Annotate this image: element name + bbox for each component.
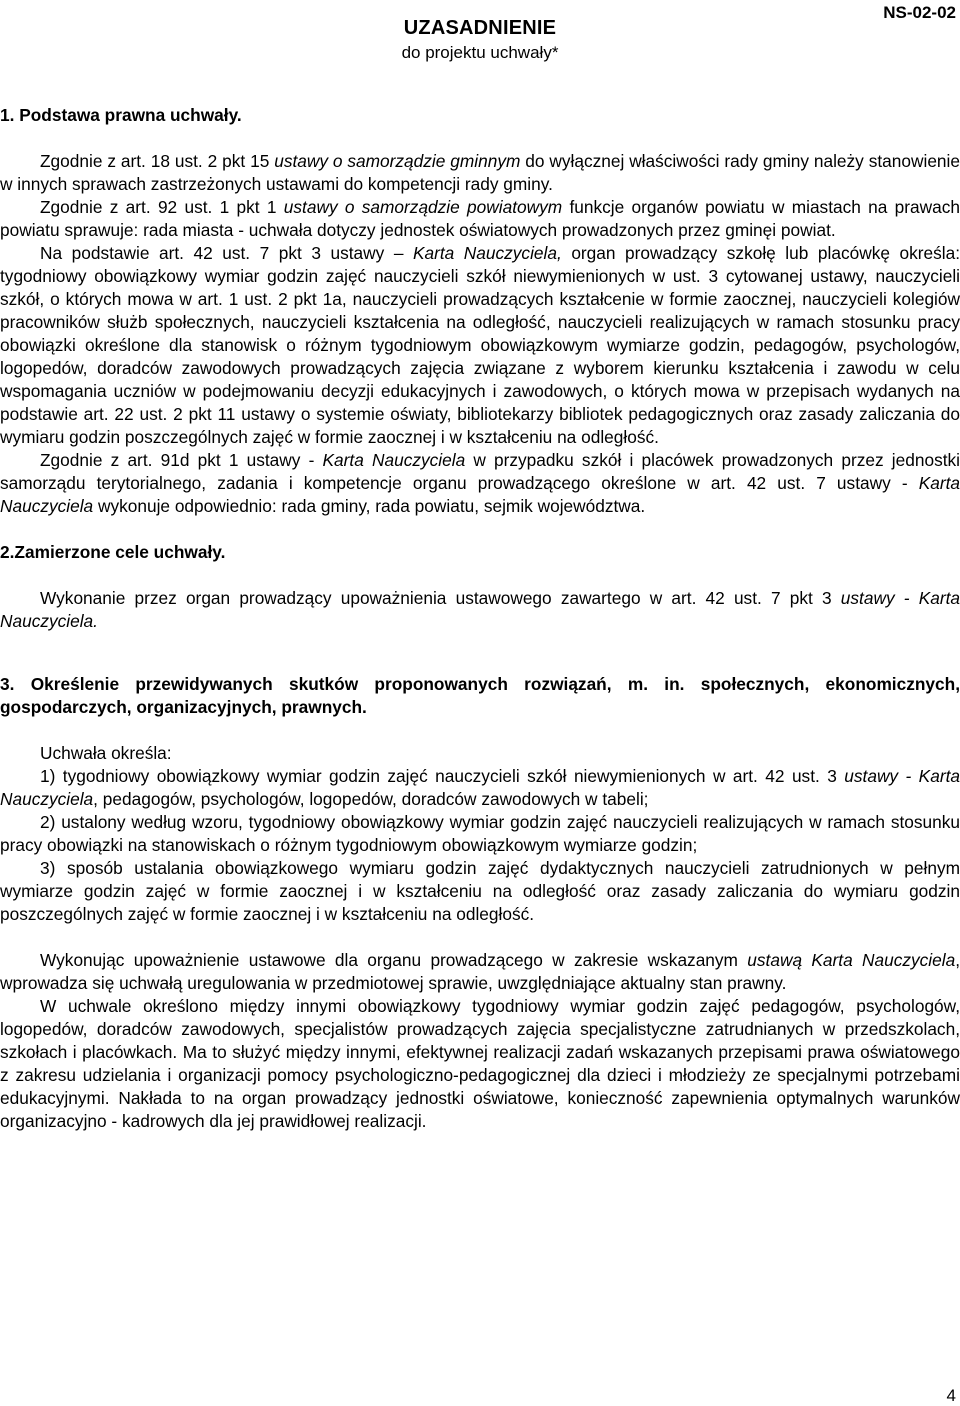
- section-1-heading: 1. Podstawa prawna uchwały.: [0, 105, 242, 125]
- page-number: 4: [946, 1386, 956, 1405]
- section-3-paragraph-5: [0, 949, 960, 995]
- act-name: ustawą Karta Nauczyciela: [747, 950, 956, 970]
- section-3-item-2: 2) ustalony według wzoru, tygodniowy obowiązkowy wymiar godzin zajęć nauczycieli realizujących w ramach stosunku pracy obowiązki na stanowiskach o różnym tygodniowym obowiązkowym wymiarze godzin;: [0, 812, 960, 855]
- act-name: ustawy o samorządzie gminnym: [274, 151, 521, 171]
- act-name: ustawy - Karta Nauczyciela: [0, 766, 960, 809]
- paragraph-text: Wykonując upoważnienie ustawowe dla organu prowadzącego w zakresie wskazanym: [40, 950, 748, 970]
- paragraph-text: Zgodnie z art. 18 ust. 2 pkt 15: [40, 151, 275, 171]
- paragraph-text: Zgodnie z art. 91d pkt 1 ustawy -: [40, 450, 323, 470]
- paragraph-text: funkcje organów powiatu w miastach na prawach powiatu sprawuje: rada miasta - uchwała dotyczy jednostek oświatowych prowadzonych przez gminęi powiat.: [0, 197, 960, 240]
- list-item-text: , pedagogów, psychologów, logopedów, doradców zawodowych w tabeli;: [93, 789, 649, 809]
- act-name: Karta Nauczyciela: [0, 473, 960, 516]
- section-1-paragraph-4: [0, 449, 960, 518]
- section-3-item-1: [0, 765, 960, 811]
- section-1-paragraph-2: [0, 196, 960, 242]
- section-3-item-3: 3) sposób ustalania obowiązkowego wymiaru godzin zajęć dydaktycznych nauczycieli zatrudnionych w pełnym wymiarze godzin zajęć w formie zaocznej i w kształceniu na odległość oraz zasady zaliczania do wymiaru godzin poszczególnych zajęć w formie zaocznej i w kształceniu na odległość.: [0, 858, 960, 924]
- section-2-paragraph-1: [0, 587, 960, 633]
- section-3-heading: 3. Określenie przewidywanych skutków proponowanych rozwiązań, m. in. społecznych, ekonomicznych, gospodarczych, organizacyjnych, prawnych.: [0, 674, 960, 717]
- paragraph-text: , wprowadza się uchwałą uregulowania w przedmiotowej sprawie, uwzględniające aktualny stan prawny.: [0, 950, 960, 993]
- paragraph-text: wykonuje odpowiednio: rada gminy, rada powiatu, sejmik województwa.: [93, 496, 646, 516]
- document-code: NS-02-02: [883, 3, 956, 22]
- document-subtitle: do projektu uchwały*: [401, 43, 559, 62]
- section-1-paragraph-1: [0, 150, 960, 196]
- section-3-intro: Uchwała określa:: [40, 743, 172, 763]
- document-body: [0, 104, 960, 1133]
- section-3-paragraph-6: W uchwale określono między innymi obowiązkowy tygodniowy wymiar godzin zajęć pedagogów, psychologów, logopedów, doradców zawodowych, specjalistów prowadzących zajęcia specjalistyczne zatrudnianych w przedszkolach, szkołach i placówkach. Ma to służyć między innymi, efektywnej realizacji zadań wskazanych przepisami prawa oświatowego z zakresu udzielania i organizacji pomocy psychologiczno-pedagogicznej dla dzieci i młodzieży ze specjalnymi potrzebami edukacyjnymi. Nakłada to na organ prowadzący jednostki oświatowe, konieczność zapewnienia optymalnych warunków organizacyjno - kadrowych dla jej prawidłowej realizacji.: [0, 996, 960, 1131]
- paragraph-text: Na podstawie art. 42 ust. 7 pkt 3 ustawy –: [40, 243, 413, 263]
- paragraph-text: Wykonanie przez organ prowadzący upoważnienia ustawowego zawartego w art. 42 ust. 7 pkt 3: [40, 588, 841, 608]
- section-2-heading: 2.Zamierzone cele uchwały.: [0, 542, 226, 562]
- paragraph-text: Zgodnie z art. 92 ust. 1 pkt 1: [40, 197, 284, 217]
- act-name: Karta Nauczyciela,: [412, 243, 562, 263]
- list-item-text: 1) tygodniowy obowiązkowy wymiar godzin zajęć nauczycieli szkół niewymienionych w art. 42 ust. 3: [40, 766, 845, 786]
- paragraph-text: organ prowadzący szkołę lub placówkę określa: tygodniowy obowiązkowy wymiar godzin zajęć nauczycieli szkół niewymienionych w ust. 3 cytowanej ustawy, nauczycieli szkół, o których mowa w art. 1 ust. 2 pkt 1a, nauczycieli prowadzących kształcenie w formie zaocznej, nauczycieli kolegiów pracowników służb społecznych, nauczycieli kształcenia na odległość, nauczycieli realizujących w ramach stosunku pracy obowiązki określone dla stanowisk o różnym tygodniowym obowiązkowym wymiarze godzin, pedagogów, psychologów, logopedów, doradców zawodowych prowadzących zajęcia związane z wyborem kierunku kształcenia i zawodu w celu wspomagania uczniów w podejmowaniu decyzji edukacyjnych i zawodowych, o których mowa w przepisach wydanych na podstawie art. 22 ust. 2 pkt 11 ustawy o systemie oświaty, bibliotekarzy bibliotek pedagogicznych oraz zasady zaliczania do wymiaru godzin poszczególnych zajęć w formie zaocznej i w kształceniu na odległość.: [0, 243, 960, 447]
- section-1-paragraph-3: [0, 242, 960, 449]
- act-name: ustawy o samorządzie powiatowym: [283, 197, 563, 217]
- paragraph-text: w przypadku szkół i placówek prowadzonych przez jednostki samorządu terytorialnego, zadania i kompetencje organu prowadzącego określone w art. 42 ust. 7 ustawy -: [0, 450, 960, 493]
- act-name: Karta Nauczyciela: [322, 450, 466, 470]
- document-title: UZASADNIENIE: [403, 17, 557, 39]
- paragraph-text: do wyłącznej właściwości rady gminy należy stanowienie w innych sprawach zastrzeżonych ustawami do kompetencji rady gminy.: [0, 151, 960, 194]
- act-name: ustawy - Karta Nauczyciela.: [0, 588, 960, 631]
